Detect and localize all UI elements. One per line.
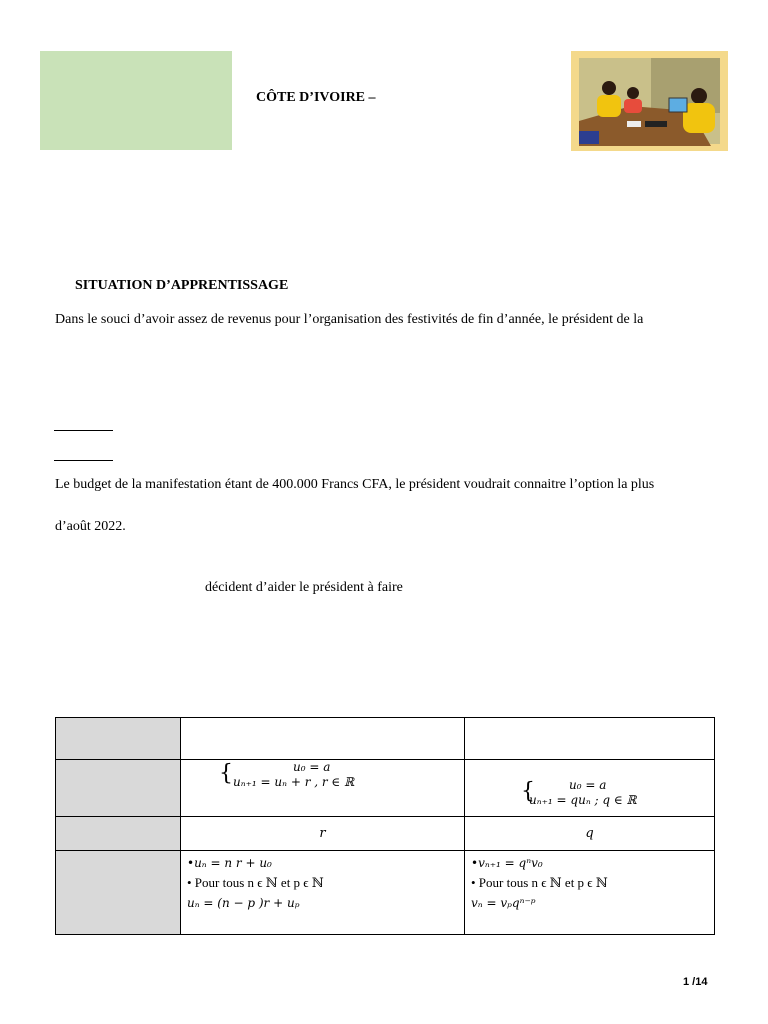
header-illustration (571, 51, 728, 151)
geometric-init: u₀ = a (569, 778, 607, 792)
page-title: CÔTE D’IVOIRE – (256, 90, 376, 105)
table-cell-header (56, 817, 181, 851)
underline-rule-1 (54, 430, 113, 431)
arithmetic-init: u₀ = a (293, 760, 331, 774)
header-logo-box (40, 51, 232, 150)
geometric-formula-2: • Pour tous n ϵ ℕ et p ϵ ℕ (471, 875, 608, 890)
table-cell-header (56, 760, 181, 817)
table-cell-header (56, 851, 181, 935)
table-cell (181, 718, 465, 760)
students-computer-image (571, 51, 728, 151)
arithmetic-formula-2: • Pour tous n ϵ ℕ et p ϵ ℕ (187, 875, 324, 890)
paragraph-budget: Le budget de la manifestation étant de 400.000 Francs CFA, le président voudrait connaitre l’option la plus (55, 477, 655, 492)
arithmetic-formula-1: •uₙ = n r + u₀ (187, 856, 272, 870)
table-cell-header (56, 718, 181, 760)
geometric-reason: q (465, 817, 715, 851)
geometric-general-term-cell (465, 851, 715, 935)
paragraph-intro: Dans le souci d’avoir assez de revenus pour l’organisation des festivités de fin d’année, le président de la (55, 312, 644, 327)
underline-rule-2 (54, 460, 113, 461)
table-row (56, 718, 715, 760)
arithmetic-definition-cell: { u₀ = a uₙ₊₁ = uₙ + r , r ∈ ℝ (181, 760, 465, 817)
table-row (56, 851, 715, 935)
geometric-formula-3: vₙ = vₚqⁿ⁻ᵖ (471, 896, 536, 910)
geometric-recurrence: uₙ₊₁ = quₙ ; q ∈ ℝ (529, 793, 637, 807)
arithmetic-recurrence: uₙ₊₁ = uₙ + r , r ∈ ℝ (233, 775, 355, 789)
arithmetic-formula-3: uₙ = (n − p )r + uₚ (187, 896, 300, 910)
section-heading: SITUATION D’APPRENTISSAGE (75, 278, 289, 293)
geometric-formula-1: •vₙ₊₁ = qⁿv₀ (471, 856, 543, 870)
sequence-comparison-table (55, 717, 715, 935)
table-row (56, 817, 715, 851)
paragraph-date: d’août 2022. (55, 519, 126, 534)
arithmetic-general-term-cell (181, 851, 465, 935)
paragraph-decision: décident d’aider le président à faire (205, 580, 403, 595)
geometric-definition-cell: { u₀ = a uₙ₊₁ = quₙ ; q ∈ ℝ (465, 760, 715, 817)
arithmetic-reason: r (181, 817, 465, 851)
page-number: 1 /14 (683, 976, 708, 988)
table-row (56, 760, 715, 817)
table-cell (465, 718, 715, 760)
